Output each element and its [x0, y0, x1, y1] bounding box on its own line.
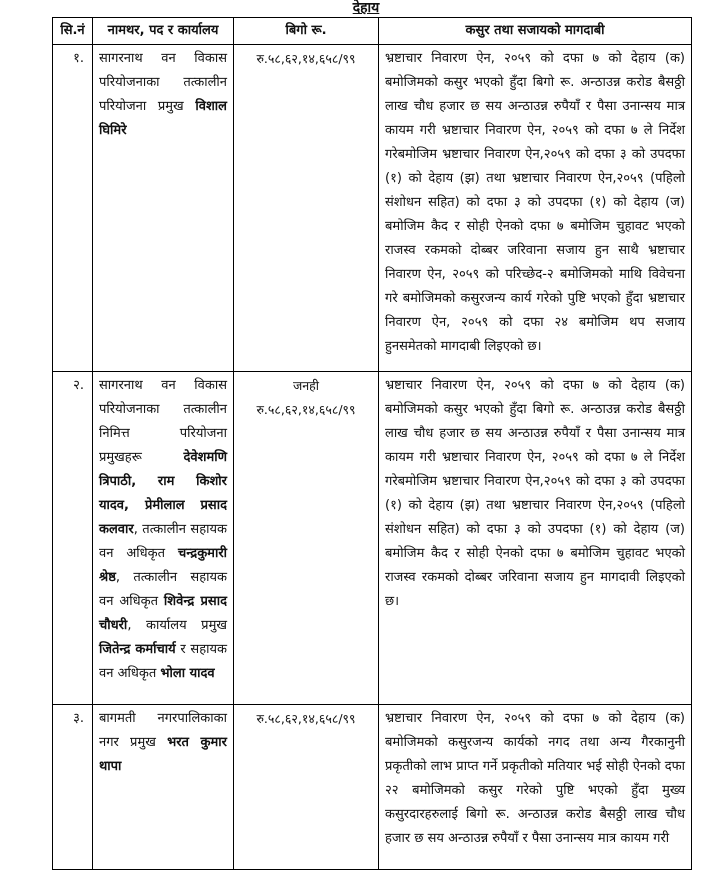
position-text: बागमती नगरपालिकाका नगर प्रमुख	[99, 711, 227, 750]
header-claim: कसुर तथा सजायको मागदाबी	[379, 18, 692, 45]
header-name: नामथर, पद र कार्यालय	[93, 18, 234, 45]
accused-name: शिवेन्द्र प्रसाद चौधरी	[99, 594, 227, 633]
name-position-office-cell	[93, 705, 234, 870]
claim-cell: भ्रष्टाचार निवारण ऐन, २०५९ को दफा ७ को देहाय (क) बमोजिमको कसुरजन्य कार्यको नगद तथा अन्य गैरकानुनी प्रकृतीको लाभ प्राप्त गर्ने प्रकृतीको मतियार भई सोही ऐनको दफा २२ बमोजिमको कसुर गरेको पुष्टि भएको हुँदा मुख्य कसुरदारहरुलाई बिगो रू. अन्ठाउन्न करोड बैसठ्ठी लाख चौध हजार छ सय अन्ठाउन्न रुपैयाँ र पैसा उनान्सय मात्र कायम गरी	[379, 705, 692, 870]
position-text: सागरनाथ वन विकास परियोजनाका तत्कालीन निमित्त परियोजना प्रमुखहरू	[99, 378, 227, 465]
claim-cell: भ्रष्टाचार निवारण ऐन, २०५९ को दफा ७ को देहाय (क) बमोजिमको कसुर भएको हुँदा बिगो रू. अन्ठाउन्न करोड बैसठ्ठी लाख चौध हजार छ सय अन्ठाउन्न रुपैयाँ र पैसा उनान्सय मात्र कायम गरी भ्रष्टाचार निवारण ऐन, २०५९ को दफा ७ ले निर्देश गरेबमोजिम भ्रष्टाचार निवारण ऐन,२०५९ को दफा ३ को उपदफा (१) को देहाय (झ) तथा भ्रष्टाचार निवारण ऐन,२०५९ (पहिलो संशोधन सहित) को दफा ३ को उपदफा (१) को देहाय (ज) बमोजिम कैद र सोही ऐनको दफा ७ बमोजिम चुहावट भएको राजस्व रकमको दोब्बर जरिवाना सजाय हुन साथै भ्रष्टाचार निवारण ऐन, २०५९ को परिच्छेद-२ बमोजिमको माथि विवेचना गरे बमोजिमको कसुरजन्य कार्य गरेको पुष्टि भएको हुँदा भ्रष्टाचार निवारण ऐन, २०५९ को दफा २४ बमोजिम थप सजाय हुनसमेतको मागदाबी लिइएको छ।	[379, 45, 692, 372]
amount-prefix: जनही	[292, 378, 320, 393]
accused-name: विशाल घिमिरे	[99, 99, 227, 138]
table-row	[53, 705, 692, 870]
position-text: , तत्कालीन सहायक वन अधिकृत	[99, 522, 227, 561]
accused-name: जितेन्द्र कर्माचार्य	[99, 642, 176, 657]
name-position-office-cell	[93, 372, 234, 705]
serial-number-cell: २.	[53, 372, 93, 705]
amount-cell	[234, 45, 379, 372]
amount-cell	[234, 372, 379, 705]
section-title: देहाय	[352, 0, 380, 16]
header-serial: सि.नं	[53, 18, 93, 45]
claim-cell: भ्रष्टाचार निवारण ऐन, २०५९ को दफा ७ को देहाय (क) बमोजिमको कसुर भएको हुँदा बिगो रू. अन्ठाउन्न करोड बैसठ्ठी लाख चौध हजार छ सय अन्ठाउन्न रुपैयाँ र पैसा उनान्सय मात्र कायम गरी भ्रष्टाचार निवारण ऐन, २०५९ को दफा ७ ले निर्देश गरेबमोजिम भ्रष्टाचार निवारण ऐन,२०५९ को दफा ३ को उपदफा (१) को देहाय (झ) तथा भ्रष्टाचार निवारण ऐन,२०५९ (पहिलो संशोधन सहित) को दफा ३ को उपदफा (१) को देहाय (ज) बमोजिम कैद र सोही ऐनको दफा ७ बमोजिम चुहावट भएको राजस्व रकमको दोब्बर जरिवाना सजाय हुन मागदावी लिइएको छ।	[379, 372, 692, 705]
amount-cell	[234, 705, 379, 870]
table-header-row	[53, 18, 692, 45]
serial-number-cell: १.	[53, 45, 93, 372]
charges-table	[52, 17, 692, 870]
position-text: र सहायक वन अधिकृत	[99, 642, 227, 681]
accused-name: चन्द्रकुमारी श्रेष्ठ	[99, 546, 227, 585]
serial-number-cell: ३.	[53, 705, 93, 870]
amount-value: रु.५८,६२,१४,६५८/९९	[256, 402, 356, 417]
amount-value: रु.५८,६२,१४,६५८/९९	[256, 51, 356, 66]
accused-name: देवेशमणि त्रिपाठी, राम किशोर यादव, प्रेमीलाल प्रसाद कलवार	[99, 450, 227, 537]
header-amount: बिगो रू.	[234, 18, 379, 45]
position-text: , तत्कालीन सहायक वन अधिकृत	[99, 570, 227, 609]
accused-name: भोला यादव	[160, 666, 215, 681]
amount-value: रु.५८,६२,१४,६५८/९९	[256, 711, 356, 726]
position-text: , कार्यालय प्रमुख	[127, 618, 227, 633]
table-row	[53, 45, 692, 372]
table-row	[53, 372, 692, 705]
accused-name: भरत कुमार थापा	[99, 735, 227, 774]
position-text: सागरनाथ वन विकास परियोजनाका तत्कालीन परियोजना प्रमुख	[99, 51, 227, 114]
name-position-office-cell	[93, 45, 234, 372]
